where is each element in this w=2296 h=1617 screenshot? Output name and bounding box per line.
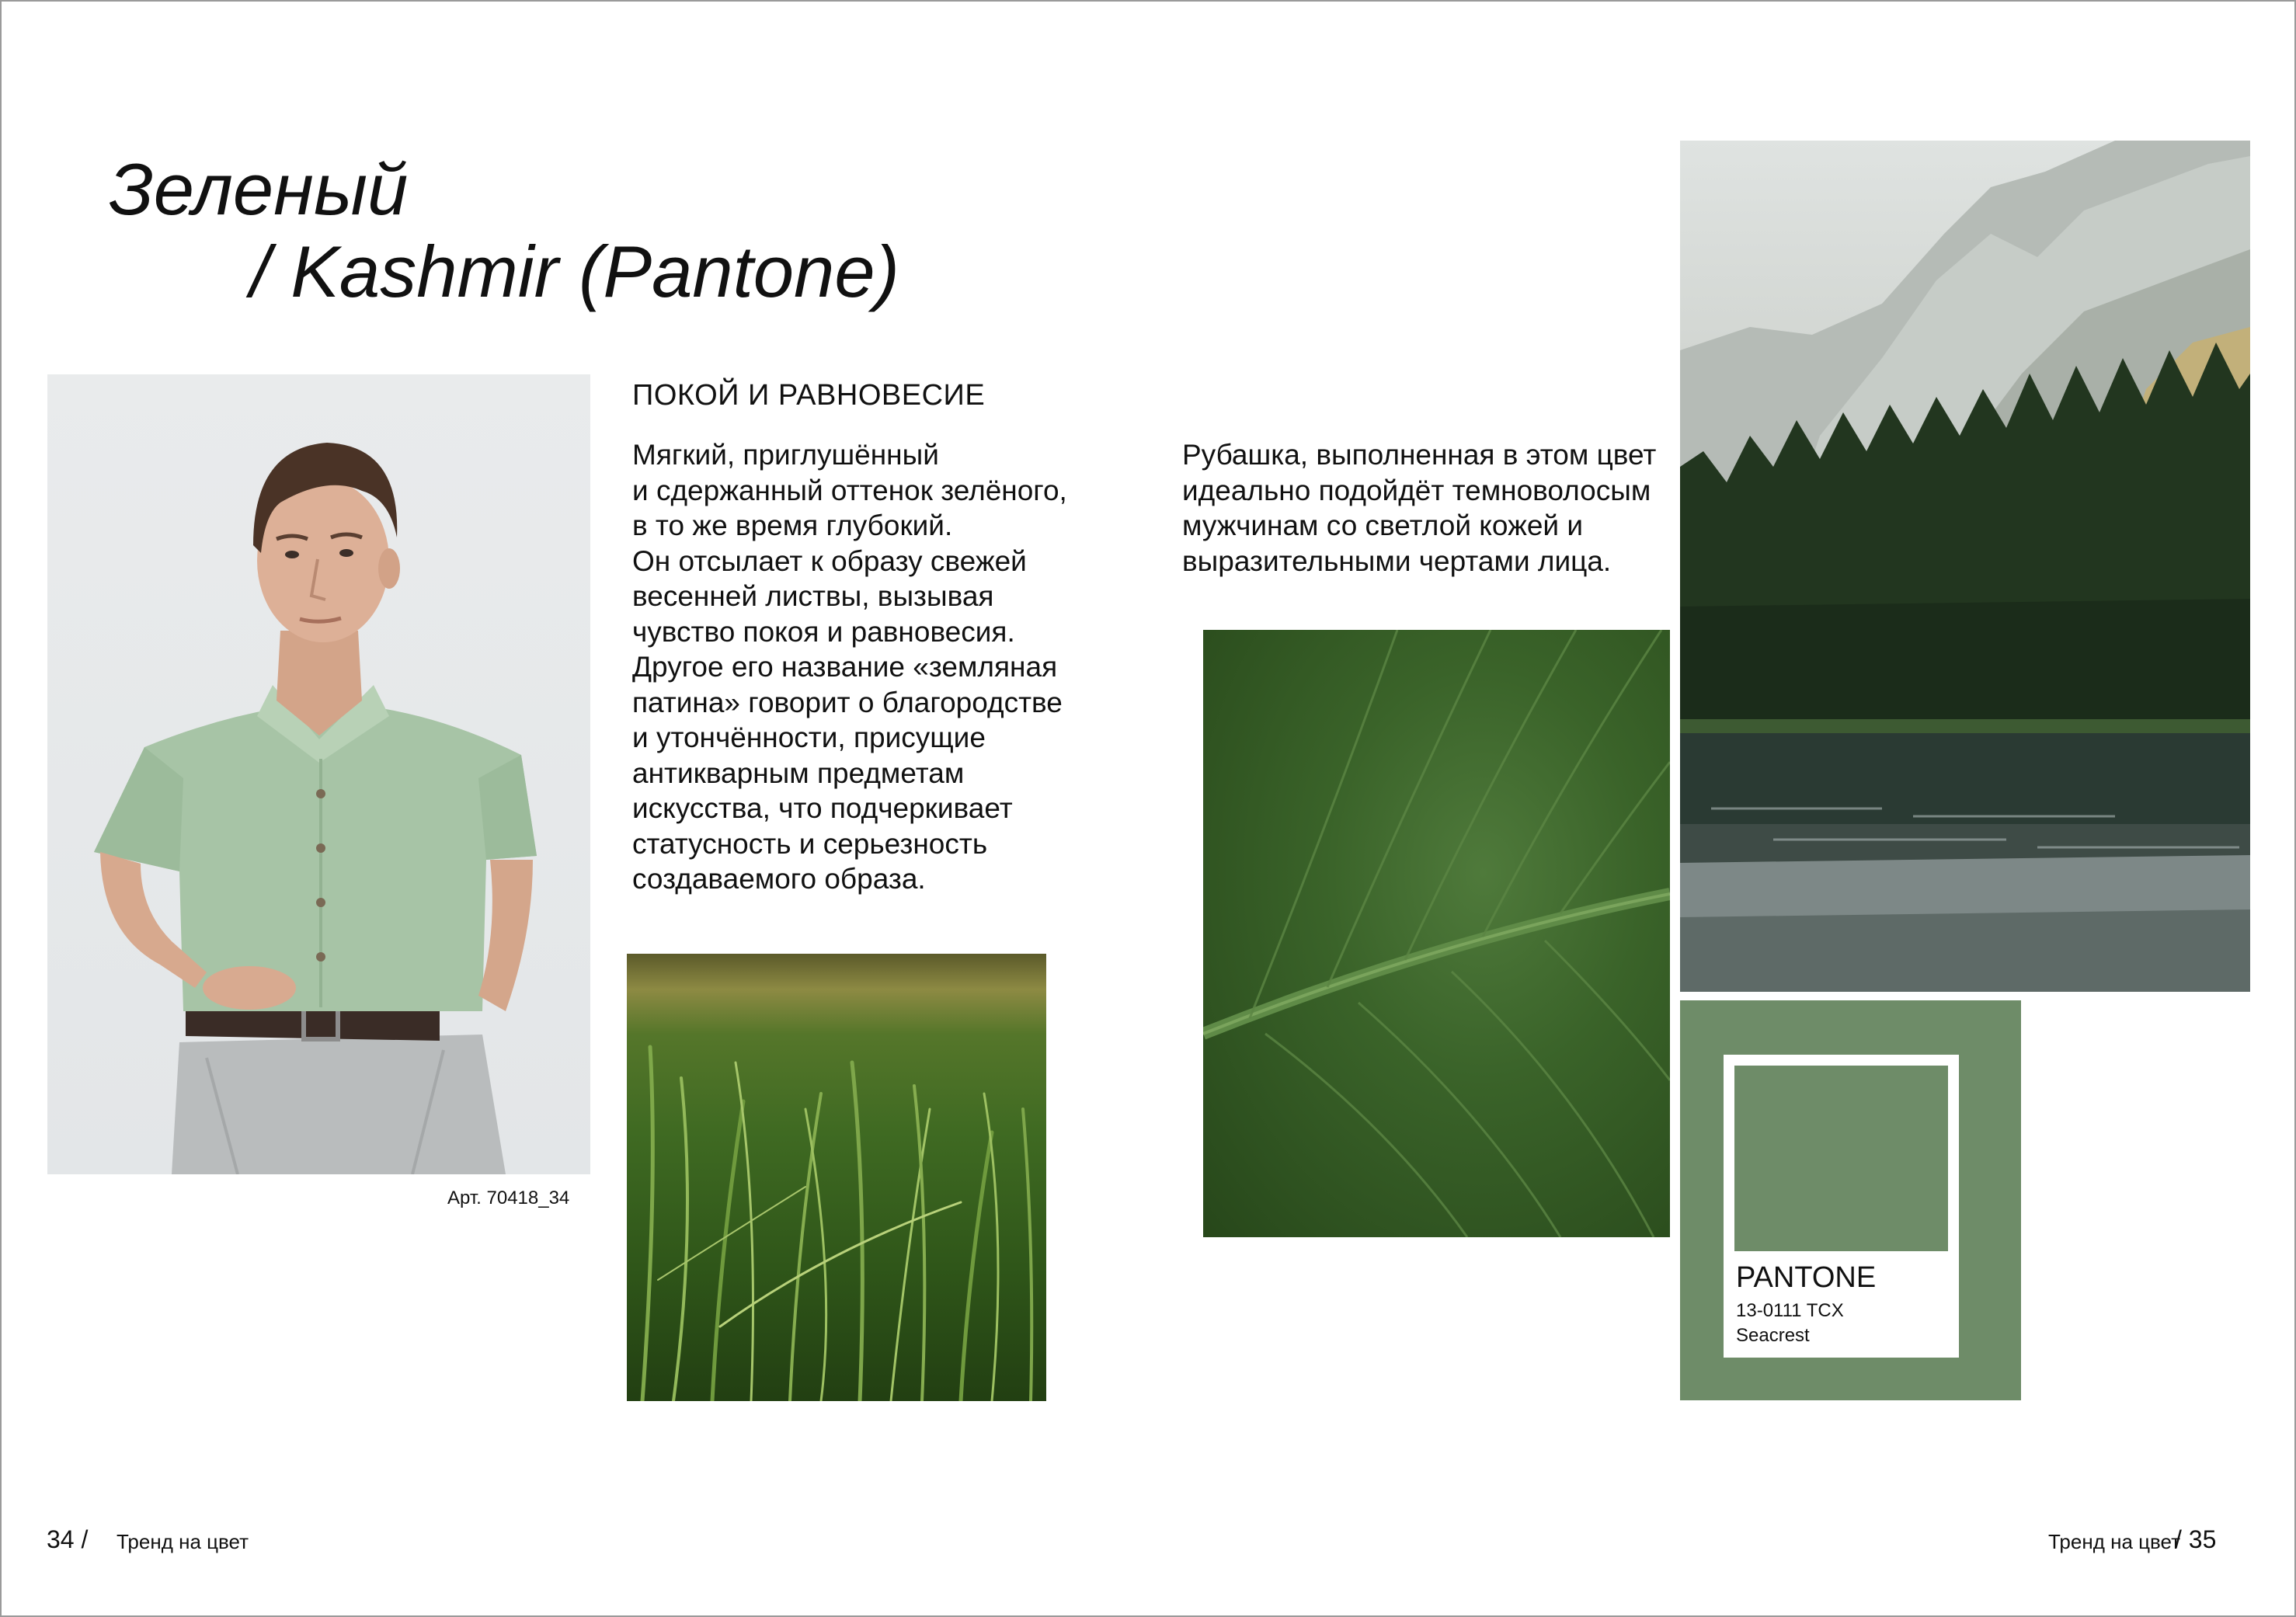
title-line-1: Зеленый xyxy=(109,148,409,230)
left-page-number: 34 / xyxy=(47,1525,89,1553)
description-text: Мягкий, приглушённый и сдержанный оттенок зелёного, в то же время глубокий. Он отсылает к образу свежей весенней листвы, вызывая чувство покоя и равновесия. Другое его название «земляная патина» говорит о благородстве и утончённости, присущие антикварным предметам искусства, что подчеркивает статусность и серьезность создаваемого образа. xyxy=(632,439,1067,895)
pantone-code: 13-0111 TCX xyxy=(1736,1300,1844,1321)
leaf-photo xyxy=(1203,630,1670,1237)
grass-photo xyxy=(627,954,1046,1401)
pantone-name: Seacrest xyxy=(1736,1325,1810,1346)
pantone-chip xyxy=(1724,1055,1959,1358)
pantone-card xyxy=(1680,1000,2021,1400)
article-number: Арт. 70418_34 xyxy=(447,1188,570,1208)
pantone-swatch xyxy=(1734,1066,1948,1251)
shirt-note-text: Рубашка, выполненная в этом цвет идеально подойдёт темноволосым мужчинам со светлой кожей и выразительными чертами лица. xyxy=(1182,439,1657,577)
pantone-brand: PANTONE xyxy=(1736,1261,1877,1294)
right-page-number: / 35 xyxy=(2175,1525,2217,1553)
right-footer-label: Тренд на цвет xyxy=(2048,1530,2181,1553)
title-line-2: / Kashmir (Pantone) xyxy=(250,231,899,312)
section-heading: ПОКОЙ И РАВНОВЕСИЕ xyxy=(632,379,986,412)
left-footer-label: Тренд на цвет xyxy=(117,1530,249,1553)
model-photo xyxy=(47,374,590,1174)
mountain-lake-photo xyxy=(1680,141,2250,992)
